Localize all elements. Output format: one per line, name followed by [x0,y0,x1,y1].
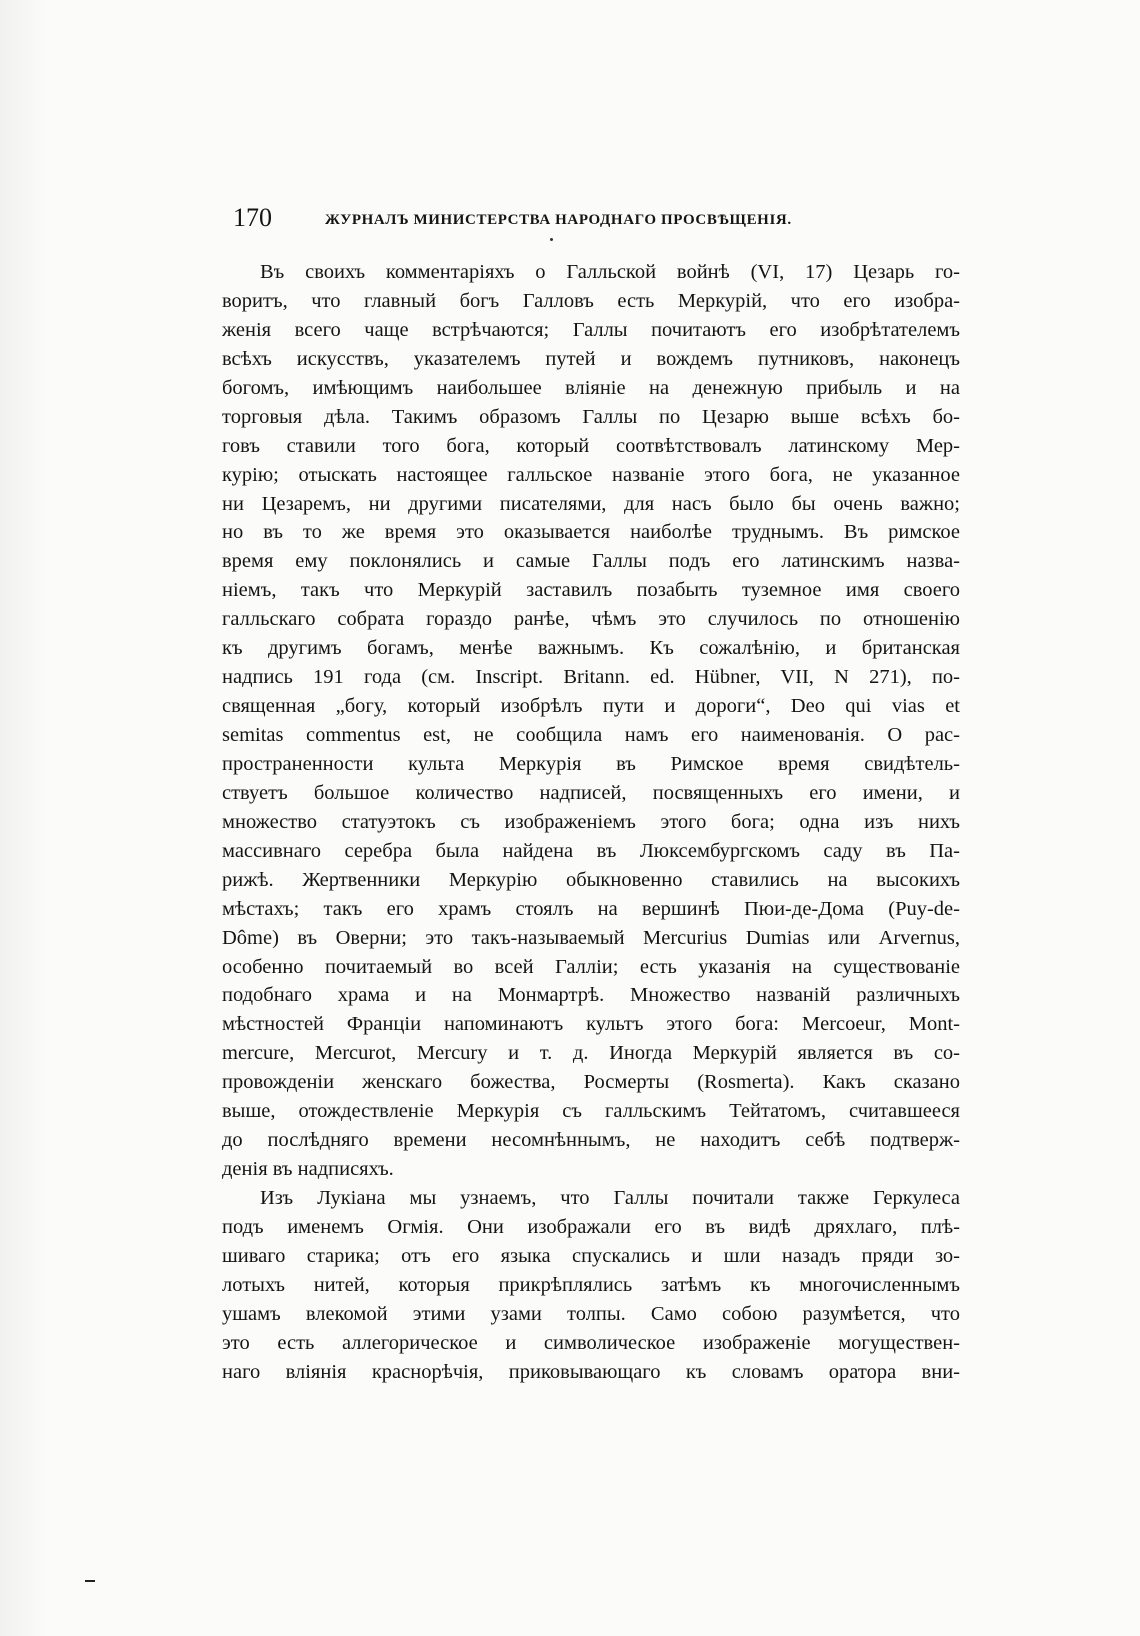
text-line: выше, отождествленіе Меркурія съ галльскимъ Тейтатомъ, считавшееся [222,1100,960,1123]
text-line: говъ ставили того бога, который соотвѣтствовалъ латинскому Мер- [222,434,960,457]
text-line: къ другимъ богамъ, менѣе важнымъ. Къ сожалѣнію, и британская [222,637,960,660]
text-line: подъ именемъ Огмія. Они изображали его въ видѣ дряхлаго, плѣ- [222,1215,960,1238]
text-line: Dôme) въ Оверни; это такъ-называемый Mercurius Dumias или Arvernus, [222,926,960,949]
text-line: ніемъ, такъ что Меркурій заставилъ позабыть туземное имя своего [222,579,960,602]
text-line: до послѣдняго времени несомнѣннымъ, не находитъ себѣ подтверж- [222,1129,960,1152]
text-line: мѣстностей Франціи напоминаютъ культъ этого бога: Mercoeur, Mont- [222,1013,960,1036]
text-line: особенно почитаемый во всей Галліи; есть указанія на существованіе [222,955,960,978]
text-line: надпись 191 года (см. Inscript. Britann. ed. Hübner, VII, N 271), по- [222,666,960,689]
text-line: шиваго старика; отъ его языка спускались и шли назадъ пряди зо- [222,1244,960,1267]
margin-mark [85,1580,95,1582]
text-line: провожденіи женскаго божества, Росмерты (Rosmerta). Какъ сказано [222,1071,960,1094]
text-line: лотыхъ нитей, которыя прикрѣплялись затѣмъ къ многочисленнымъ [222,1273,960,1296]
text-line: массивнаго серебра была найдена въ Люксембургскомъ саду въ Па- [222,839,960,862]
text-line: ушамъ влекомой этими узами толпы. Само собою разумѣется, что [222,1302,960,1325]
text-line: воритъ, что главный богъ Галловъ есть Меркурій, что его изобра- [222,289,960,312]
header-dot [550,238,553,241]
running-title: ЖУРНАЛЪ МИНИСТЕРСТВА НАРОДНАГО ПРОСВѢЩЕНІЯ. [325,212,792,228]
paragraph [222,258,960,1184]
text-line: женія всего чаще встрѣчаются; Галлы почитаютъ его изобрѣтателемъ [222,318,960,341]
text-line: ни Цезаремъ, ни другими писателями, для насъ было бы очень важно; [222,492,960,515]
text-line: священная „богу, который изобрѣлъ пути и дороги“, Deo qui vias et [222,695,960,718]
text-line: semitas commentus est, не сообщила намъ его наименованія. О рас- [222,724,960,746]
text-line: Въ своихъ комментаріяхъ о Галльской войнѣ (VI, 17) Цезарь го- [260,261,960,283]
text-line: это есть аллегорическое и символическое изображеніе могуществен- [222,1331,960,1354]
text-line: галльскаго собрата гораздо ранѣе, чѣмъ это случилось по отношенію [222,608,960,631]
text-line: ствуетъ большое количество надписей, посвященныхъ его имени, и [222,781,960,804]
text-line: курію; отыскать настоящее галльское названіе этого бога, не указанное [222,463,960,486]
text-line: торговыя дѣла. Такимъ образомъ Галлы по Цезарю выше всѣхъ бо- [222,405,960,428]
text-line: mercure, Mercurot, Mercury и т. д. Иногда Меркурій является въ со- [222,1042,960,1065]
text-line: время ему поклонялись и самые Галлы подъ его латинскимъ назва- [222,550,960,573]
text-line: Изъ Лукіана мы узнаемъ, что Галлы почитали также Геркулеса [260,1187,960,1209]
paragraph [222,1184,960,1387]
text-line: всѣхъ искусствъ, указателемъ путей и вождемъ путниковъ, наконецъ [222,347,960,370]
text-line: наго вліянія краснорѣчія, приковывающаго къ словамъ оратора вни- [222,1360,960,1383]
text-line: подобнаго храма и на Монмартрѣ. Множество названій различныхъ [222,984,960,1007]
text-line: мѣстахъ; такъ его храмъ стоялъ на вершинѣ Пюи-де-Дома (Puy-de- [222,897,960,920]
text-line: но въ то же время это оказывается наиболѣе труднымъ. Въ римское [222,521,960,544]
text-line: денія въ надписяхъ. [222,1158,394,1181]
text-line: богомъ, имѣющимъ наибольшее вліяніе на денежную прибыль и на [222,376,960,399]
text-line: пространенности культа Меркурія въ Римское время свидѣтель- [222,752,960,775]
page-number: 170 [233,203,272,232]
page-header [233,202,973,242]
text-line: множество статуэтокъ съ изображеніемъ этого бога; одна изъ нихъ [222,810,960,833]
text-line: рижѣ. Жертвенники Меркурію обыкновенно ставились на высокихъ [222,868,960,891]
page-edge-shadow [0,0,48,1636]
article-body [222,258,960,1387]
